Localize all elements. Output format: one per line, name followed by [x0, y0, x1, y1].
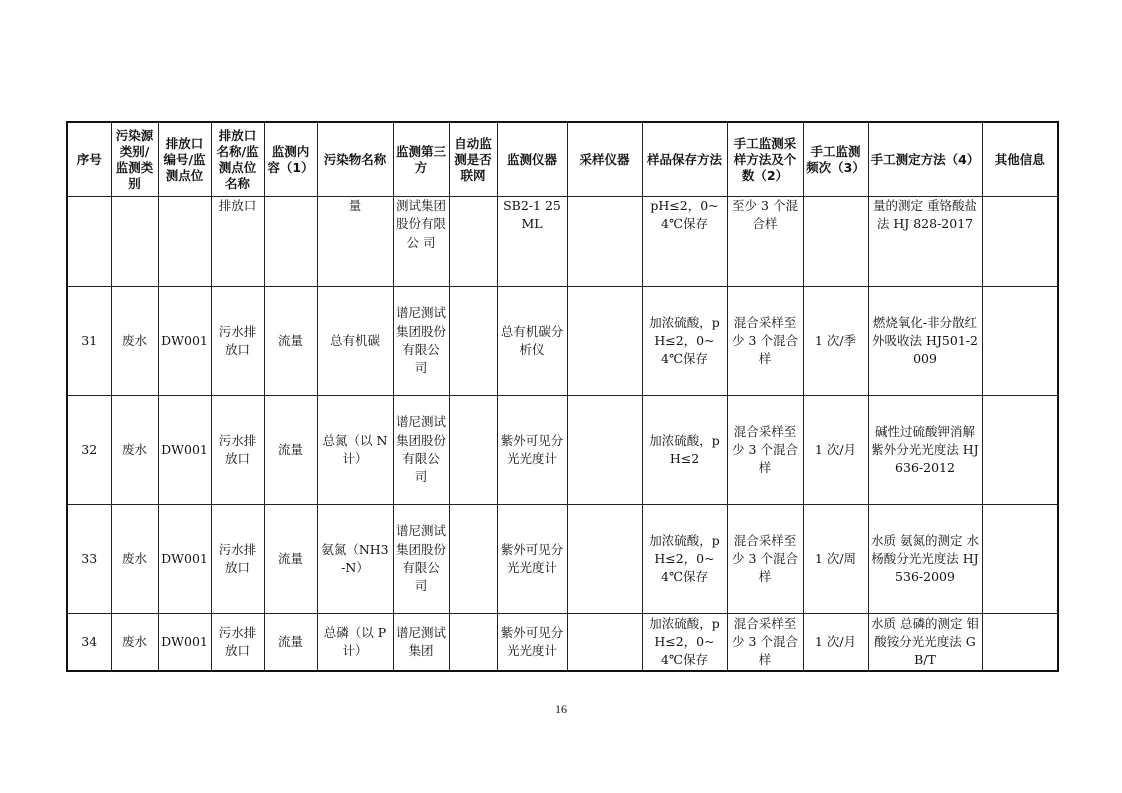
table-row	[67, 197, 1058, 287]
cell-other	[982, 396, 1058, 505]
cell-third-party: 谱尼测试集团	[393, 614, 449, 672]
cell-pollutant: 总有机碳	[317, 287, 393, 396]
header-cell: 采样仪器	[567, 122, 642, 197]
cell-type: 废水	[111, 505, 158, 614]
cell-method-count: 混合采样至少 3 个混合样	[727, 505, 803, 614]
cell-third-party: 测试集团股份有限公 司	[393, 197, 449, 287]
cell-method: 碱性过硫酸钾消解紫外分光光度法 HJ 636-2012	[868, 396, 982, 505]
cell-content: 流量	[264, 287, 317, 396]
header-cell: 污染物名称	[317, 122, 393, 197]
cell-pollutant: 总磷（以 P 计）	[317, 614, 393, 672]
cell-method: 水质 总磷的测定 钼酸铵分光光度法 GB/T	[868, 614, 982, 672]
cell-sampler	[567, 614, 642, 672]
cell-code: DW001	[158, 287, 211, 396]
cell-outlet-name: 污水排放口	[211, 396, 264, 505]
header-cell: 手工监测频次（3）	[803, 122, 868, 197]
table-row	[67, 614, 1058, 672]
cell-content: 流量	[264, 505, 317, 614]
table-row	[67, 396, 1058, 505]
cell-content	[264, 197, 317, 287]
cell-pollutant: 氨氮（NH3-N）	[317, 505, 393, 614]
cell-other	[982, 287, 1058, 396]
cell-code: DW001	[158, 614, 211, 672]
cell-no: 32	[67, 396, 111, 505]
cell-outlet-name: 污水排放口	[211, 505, 264, 614]
cell-no: 31	[67, 287, 111, 396]
cell-frequency: 1 次/周	[803, 505, 868, 614]
cell-instrument: 紫外可见分光光度计	[497, 505, 567, 614]
cell-third-party: 谱尼测试集团股份有限公 司	[393, 287, 449, 396]
cell-frequency: 1 次/月	[803, 614, 868, 672]
cell-frequency: 1 次/月	[803, 396, 868, 505]
header-cell: 样品保存方法	[642, 122, 727, 197]
cell-sampler	[567, 287, 642, 396]
cell-method: 水质 氨氮的测定 水杨酸分光光度法 HJ 536-2009	[868, 505, 982, 614]
cell-pollutant: 量	[317, 197, 393, 287]
cell-content: 流量	[264, 614, 317, 672]
cell-type: 废水	[111, 614, 158, 672]
table-row	[67, 287, 1058, 396]
header-cell: 手工监测采样方法及个数（2）	[727, 122, 803, 197]
table-row	[67, 505, 1058, 614]
cell-instrument: 紫外可见分光光度计	[497, 396, 567, 505]
cell-method: 燃烧氧化-非分散红外吸收法 HJ501-2009	[868, 287, 982, 396]
header-cell: 手工测定方法（4）	[868, 122, 982, 197]
cell-method: 量的测定 重铬酸盐法 HJ 828-2017	[868, 197, 982, 287]
cell-sampler	[567, 396, 642, 505]
cell-frequency: 1 次/季	[803, 287, 868, 396]
page-number: 16	[555, 702, 567, 716]
header-cell: 污染源类别/监测类别	[111, 122, 158, 197]
cell-instrument: SB2-1 25ML	[497, 197, 567, 287]
cell-code: DW001	[158, 396, 211, 505]
cell-outlet-name: 污水排放口	[211, 287, 264, 396]
cell-auto	[449, 505, 497, 614]
cell-no: 33	[67, 505, 111, 614]
header-cell: 监测内容（1）	[264, 122, 317, 197]
monitoring-table	[66, 121, 1059, 672]
cell-sampler	[567, 197, 642, 287]
cell-code	[158, 197, 211, 287]
cell-preserve: 加浓硫酸，pH≤2	[642, 396, 727, 505]
cell-content: 流量	[264, 396, 317, 505]
header-cell: 监测仪器	[497, 122, 567, 197]
cell-method-count: 混合采样至少 3 个混合样	[727, 396, 803, 505]
cell-type: 废水	[111, 287, 158, 396]
header-cell: 排放口编号/监测点位	[158, 122, 211, 197]
cell-frequency	[803, 197, 868, 287]
cell-preserve: 加浓硫酸，pH≤2，0~4℃保存	[642, 614, 727, 672]
cell-instrument: 总有机碳分析仪	[497, 287, 567, 396]
cell-other	[982, 614, 1058, 672]
cell-other	[982, 505, 1058, 614]
header-cell: 排放口名称/监测点位名称	[211, 122, 264, 197]
cell-auto	[449, 396, 497, 505]
cell-method-count: 混合采样至少 3 个混合样	[727, 287, 803, 396]
cell-instrument: 紫外可见分光光度计	[497, 614, 567, 672]
cell-pollutant: 总氮（以 N 计）	[317, 396, 393, 505]
cell-auto	[449, 197, 497, 287]
cell-sampler	[567, 505, 642, 614]
cell-method-count: 混合采样至少 3 个混合样	[727, 614, 803, 672]
cell-auto	[449, 287, 497, 396]
header-cell: 其他信息	[982, 122, 1058, 197]
cell-no	[67, 197, 111, 287]
cell-third-party: 谱尼测试集团股份有限公 司	[393, 505, 449, 614]
cell-preserve: 加浓硫酸，pH≤2，0~4℃保存	[642, 505, 727, 614]
cell-other	[982, 197, 1058, 287]
header-cell: 序号	[67, 122, 111, 197]
cell-auto	[449, 614, 497, 672]
cell-code: DW001	[158, 505, 211, 614]
cell-outlet-name: 污水排放口	[211, 614, 264, 672]
header-row	[67, 122, 1058, 197]
cell-type: 废水	[111, 396, 158, 505]
cell-outlet-name: 排放口	[211, 197, 264, 287]
cell-third-party: 谱尼测试集团股份有限公 司	[393, 396, 449, 505]
cell-no: 34	[67, 614, 111, 672]
header-cell: 监测第三方	[393, 122, 449, 197]
header-cell: 自动监测是否联网	[449, 122, 497, 197]
cell-preserve: pH≤2，0~4℃保存	[642, 197, 727, 287]
cell-type	[111, 197, 158, 287]
cell-preserve: 加浓硫酸，pH≤2，0~4℃保存	[642, 287, 727, 396]
cell-method-count: 至少 3 个混合样	[727, 197, 803, 287]
